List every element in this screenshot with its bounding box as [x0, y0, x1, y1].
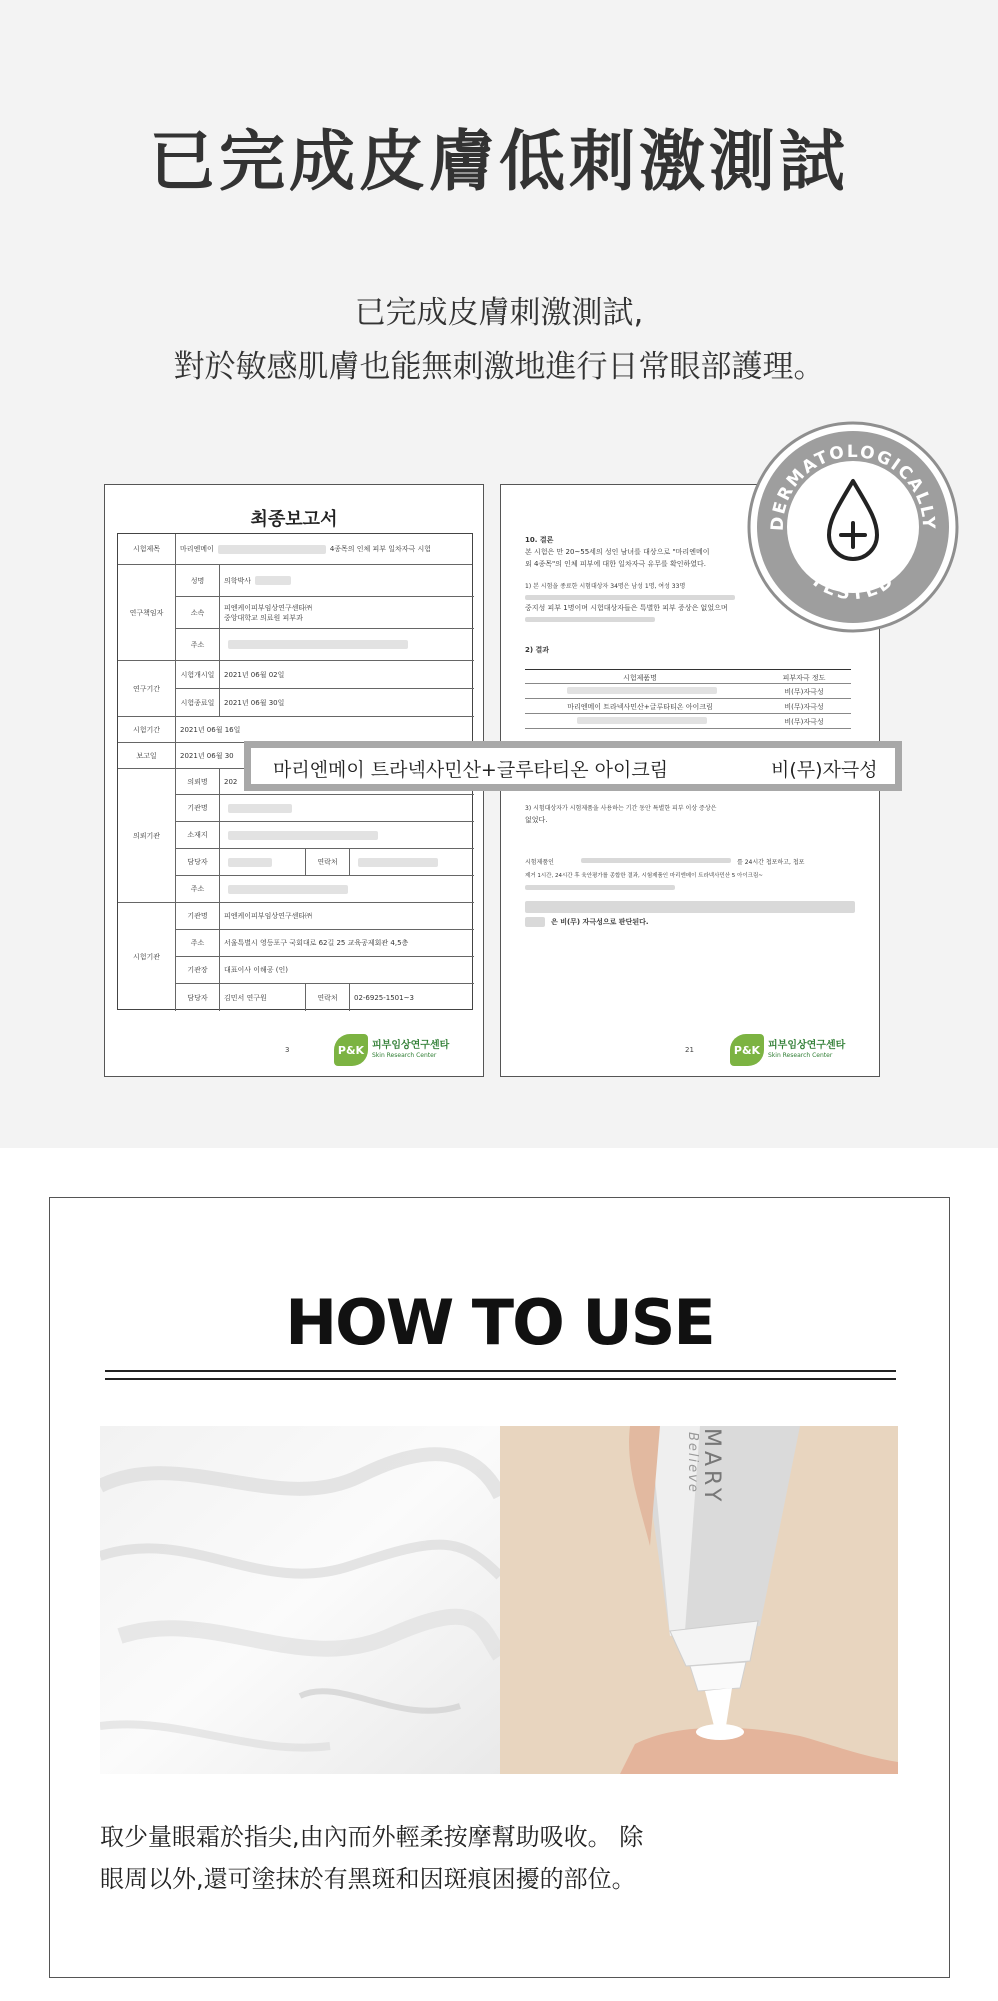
description-line-1: 取少量眼霜於指尖,由內而外輕柔按摩幫助吸收。 除 [100, 1823, 644, 1851]
table-cell [220, 597, 474, 628]
table-cell: 02-6925-1501~3 [354, 993, 414, 1002]
table-cell [525, 687, 755, 696]
table-cell: 주소 [176, 876, 220, 902]
table-header [525, 669, 851, 684]
report-line: 외 4종목"의 인체 피부에 대한 일차자극 유무를 확인하였다. [525, 560, 706, 568]
report-line: 본 시험은 만 20~55세의 성인 남녀를 대상으로 "마리엔메이 [525, 548, 710, 556]
redacted-block [581, 858, 731, 863]
table-cell [220, 876, 474, 902]
table-cell: 시험종료일 [176, 689, 220, 716]
table-cell: 시험기간 [118, 717, 176, 742]
report-line: 없었다. [525, 816, 548, 824]
table-cell: 대표이사 이해공 (인) [224, 966, 289, 974]
redacted-block [567, 687, 717, 694]
page-number: 3 [285, 1046, 290, 1054]
highlight-result: 비(무)자극성 [771, 759, 878, 781]
table-cell: 비(무)자극성 [784, 703, 824, 711]
table-cell: 비(무)자극성 [784, 688, 824, 696]
report-heading: 최종보고서 [250, 509, 338, 530]
result-highlight-inner [251, 748, 895, 784]
table-cell: 202 [224, 777, 238, 786]
pk-logo-sub: Skin Research Center [768, 1052, 833, 1059]
redacted-block [255, 576, 291, 585]
report-line: 은 비(무) 자극성으로 판단된다. [551, 918, 649, 926]
cell-text: 4종목의 인체 피부 일차자극 시험 [329, 545, 432, 553]
table-row [525, 699, 851, 714]
table-cell [220, 849, 306, 875]
table-cell: 피엔케이피부임상연구센타㈜ [224, 912, 313, 920]
table-header-cell: 피부자극 정도 [782, 674, 826, 682]
page-number: 21 [685, 1046, 694, 1054]
usage-description [100, 1816, 900, 1900]
redacted-block [228, 885, 348, 894]
table-cell: 연락처 [306, 984, 350, 1011]
report-line: 시험제품인 [525, 859, 554, 866]
table-cell [350, 849, 474, 875]
table-cell: 기관명 [176, 795, 220, 821]
table-cell: 연구기간 [118, 661, 176, 716]
redacted-block [228, 804, 292, 813]
cell-text: 마리엔메이 [180, 545, 214, 553]
how-to-use-section [49, 1197, 950, 1978]
redacted-block [228, 831, 378, 840]
section-result: 2) 결과 [525, 646, 550, 654]
result-table [525, 669, 851, 729]
table-cell [220, 822, 474, 848]
table-cell: 담당자 [176, 849, 220, 875]
report-line: 를 24시간 첩포하고, 첩포 [737, 859, 805, 866]
table-row [525, 714, 851, 729]
table-cell [220, 795, 474, 821]
redacted-block [228, 640, 408, 649]
redacted-block [525, 885, 675, 890]
table-row [176, 597, 474, 629]
table-cell: 2021년 06월 30일 [224, 698, 285, 707]
table-cell: 보고일 [118, 743, 176, 768]
table-row [176, 661, 474, 689]
table-cell: 소속 [176, 597, 220, 628]
table-cell: 의뢰기관 [118, 769, 176, 902]
table-row [176, 849, 474, 876]
divider [105, 1370, 896, 1372]
description-line-2: 眼周以外,還可塗抹於有黑斑和因斑痕困擾的部位。 [100, 1865, 636, 1893]
report-line: 제거 1시간, 24시간 후 육안평가를 종합한 결과, 시험제품인 마리엔메이 트라넥사민산 5 아이크림~ [525, 873, 763, 879]
table-cell: 기관장 [176, 957, 220, 983]
table-cell: 2021년 06월 30 [180, 751, 234, 760]
pk-logo-sub: Skin Research Center [372, 1052, 437, 1059]
table-cell: 기관명 [176, 903, 220, 929]
divider [105, 1378, 896, 1380]
table-row [525, 684, 851, 699]
table-cell: 연구책임자 [118, 565, 176, 660]
table-cell: 시험기관 [118, 903, 176, 1011]
badge-top-text: DERMATOLOGICALLY [767, 441, 939, 532]
redacted-block [525, 901, 855, 913]
report-line: 중지성 피부 1명이며 시험대상자들은 특별한 피부 증상은 없었으며 [525, 604, 728, 612]
table-row [176, 984, 474, 1011]
report-line: 3) 시험대상자가 시험제품을 사용하는 기간 동안 특별한 피부 이상 증상은 [525, 805, 717, 812]
table-row [118, 717, 472, 743]
table-cell: 2021년 06월 02일 [224, 670, 285, 679]
table-header-cell: 시험제품명 [623, 674, 657, 682]
redacted-block [525, 917, 545, 927]
table-row [176, 957, 474, 984]
subtitle-line-1: 已完成皮膚刺激測試, [354, 295, 644, 331]
table-cell: 소재지 [176, 822, 220, 848]
table-cell: 담당자 [176, 984, 220, 1011]
subtitle-line-2: 對於敏感肌膚也能無刺激地進行日常眼部護理。 [173, 349, 825, 385]
pk-logo [730, 1032, 865, 1068]
table-row [176, 903, 474, 930]
table-cell: 마리엔메이 트라넥사민산+글루타티온 아이크림 [567, 703, 713, 711]
table-cell: 시험개시일 [176, 661, 220, 688]
table-cell [176, 534, 474, 564]
table-row [176, 689, 474, 717]
table-row [176, 822, 474, 849]
page-title: 已完成皮膚低刺激測試 [149, 123, 849, 200]
result-highlight-bar [244, 741, 902, 791]
report-line: 1) 본 시험을 종료한 시험대상자 34명은 남성 1명, 여성 33명 [525, 583, 686, 590]
table-row [176, 795, 474, 822]
table-cell: 연락처 [306, 849, 350, 875]
table-row [176, 876, 474, 903]
table-row [118, 534, 472, 565]
badge-bottom-text: TESTED [806, 569, 900, 605]
usage-photo [100, 1426, 898, 1774]
table-cell: 2021년 06월 16일 [180, 725, 241, 734]
how-to-use-title: HOW TO USE [285, 1286, 714, 1359]
pk-logo [334, 1032, 469, 1068]
redacted-block [525, 617, 655, 622]
pk-logo-name: 피부임상연구센타 [372, 1040, 450, 1051]
table-cell: 의뢰명 [176, 769, 220, 794]
table-cell: 서울특별시 영등포구 국회대로 62길 25 교육공제회관 4,5층 [224, 939, 409, 947]
cell-text: 의학박사 [224, 576, 252, 585]
pk-logo-name: 피부임상연구센타 [768, 1040, 846, 1051]
tube-tagline-text: Believe [685, 1432, 700, 1494]
cream-texture-image [100, 1426, 500, 1774]
table-cell [220, 629, 474, 660]
table-row [176, 629, 474, 661]
table-cell: 비(무)자극성 [784, 718, 824, 726]
table-cell: 주소 [176, 930, 220, 956]
redacted-block [358, 858, 438, 867]
tube-brand-text: MARY [699, 1428, 724, 1506]
redacted-block [228, 858, 272, 867]
redacted-block [577, 717, 707, 724]
page-subtitle [0, 286, 998, 394]
table-cell: 성명 [176, 565, 220, 596]
pk-logo-badge: P&K [730, 1034, 764, 1066]
cell-text: 중앙대학교 의료원 피부과 [224, 613, 303, 622]
table-cell [220, 565, 474, 596]
redacted-block [218, 545, 326, 554]
table-cell [525, 717, 755, 726]
table-cell: 김민서 연구원 [220, 984, 306, 1011]
table-row [176, 930, 474, 957]
section-conclusion: 10. 결론 [525, 536, 554, 544]
pk-logo-badge: P&K [334, 1034, 368, 1066]
highlight-product: 마리엔메이 트라넥사민산+글루타티온 아이크림 [273, 759, 669, 781]
cell-text: 피엔케이피부임상연구센타㈜ [224, 603, 313, 612]
table-row [176, 565, 474, 597]
table-cell: 주소 [176, 629, 220, 660]
redacted-block [525, 595, 735, 600]
table-cell: 시험제목 [118, 534, 176, 564]
dermatologically-tested-badge [743, 417, 963, 637]
